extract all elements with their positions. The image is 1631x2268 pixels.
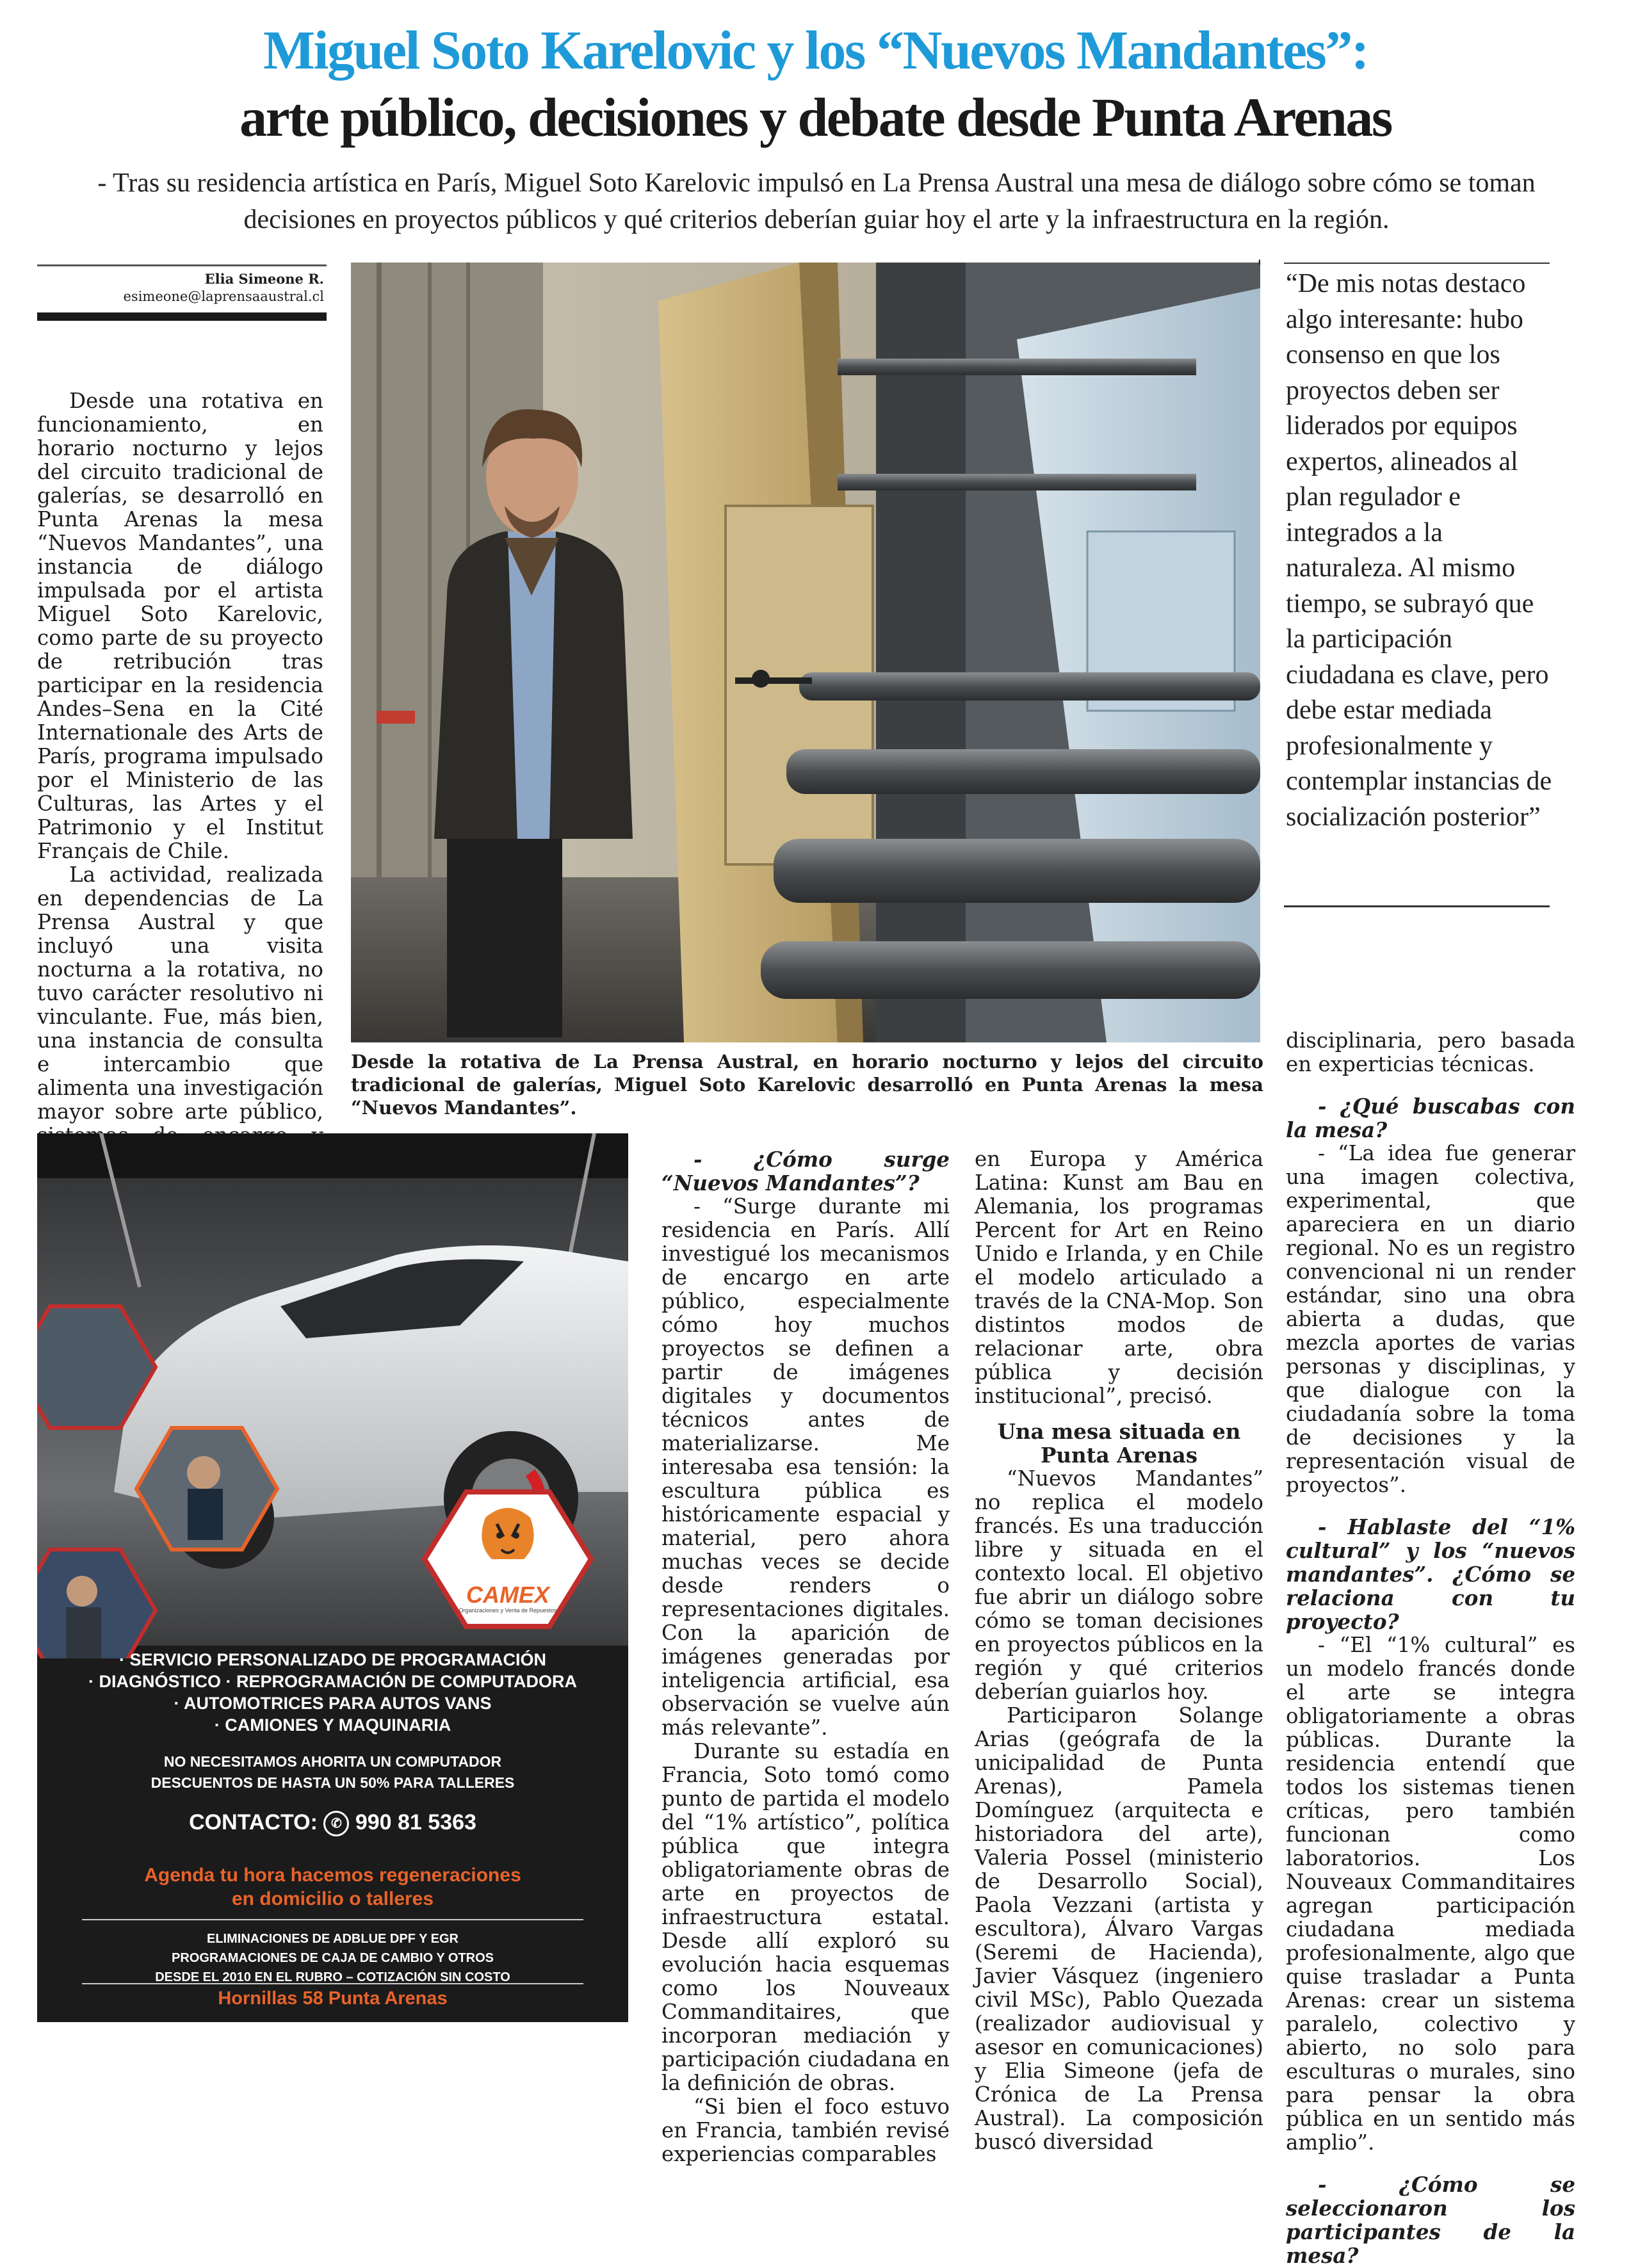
camex-advertisement[interactable] bbox=[37, 1133, 628, 2022]
byline-rule-top bbox=[37, 264, 327, 266]
ad-agenda-line: Agenda tu hora hacemos regeneraciones bbox=[144, 1865, 521, 1886]
pull-quote-rule-top bbox=[1284, 263, 1550, 264]
interview-question: - ¿Cómo surge “Nuevos Mandantes”? bbox=[661, 1147, 950, 1195]
ad-service-item: · AUTOMOTRICES PARA AUTOS VANS bbox=[174, 1694, 492, 1713]
pull-quote: “De mis notas destaco algo interesante: hubo consenso en que los proyectos deben ser liderados por equipos expertos, alineados al plan regulador e integrados a la naturaleza. Al mismo tiempo, se subrayó que la participación ciudadana es clave, pero debe estar mediada profesionalmente y contemplar instancias de socialización posterior” bbox=[1286, 269, 1552, 832]
ad-extra-services bbox=[37, 1929, 628, 1987]
interview-answer: - “Surge durante mi residencia en París. Allí investigué los mecanismos de encargo en arte público, especialmente cómo hoy muchos proyectos se definen a partir de imágenes digitales y documentos técnicos antes de materializarse. Me interesaba esa tensión: la escultura pública es históricamente espacial y material, pero ahora muchas veces se decide desde renders o representaciones digitales. Con la aparición de imágenes generadas por inteligencia artificial, esa observación se vuelve aún más relevante”. bbox=[661, 1194, 950, 1740]
phone-icon: ✆ bbox=[323, 1811, 349, 1836]
printing-press-photo bbox=[351, 263, 1260, 1042]
interview-answer: - “La idea fue generar una imagen colectiva, experimental, que apareciera en un diario regional. No es un registro convencional ni un render estándar, sino una obra abierta a dudas, que mezcla aportes de varias personas y disciplinas, y que dialogue con la ciudadanía sobre la toma de decisiones y la representación visual de proyectos”. bbox=[1286, 1141, 1575, 1497]
body-paragraph: disciplinaria, pero basada en experticias técnicas. bbox=[1286, 1028, 1575, 1076]
ad-services-list bbox=[37, 1649, 628, 1736]
ad-agenda-line: en domicilio o talleres bbox=[231, 1888, 434, 1909]
body-paragraph: “Si bien el foco estuvo en Francia, también revisé experiencias comparables bbox=[661, 2094, 950, 2166]
interview-question: - ¿Cómo se seleccionaron los participantes de la mesa? bbox=[1286, 2172, 1575, 2268]
pull-quote-rule-bottom bbox=[1284, 905, 1550, 907]
ad-service-item: · DIAGNÓSTICO · REPROGRAMACIÓN DE COMPUTADORA bbox=[88, 1672, 577, 1691]
photo-caption: Desde la rotativa de La Prensa Austral, en horario nocturno y lejos del circuito tradicional de galerías, Miguel Soto Karelovic desarrolló en Punta Arenas la mesa “Nuevos Mandantes”. bbox=[351, 1051, 1263, 1119]
interview-question: - Hablaste del “1% cultural” y los “nuevos mandantes”. ¿Cómo se relaciona con tu proyecto? bbox=[1286, 1514, 1575, 1634]
article-column-4 bbox=[1286, 1029, 1575, 2267]
article-column-3 bbox=[975, 1147, 1263, 2154]
ad-offer-line: NO NECESITAMOS AHORITA UN COMPUTADOR bbox=[163, 1753, 502, 1770]
interview-question: - ¿Qué buscabas con la mesa? bbox=[1286, 1094, 1575, 1142]
ad-service-item: · CAMIONES Y MAQUINARIA bbox=[214, 1715, 451, 1735]
lead-paragraph: - Tras su residencia artística en París, Miguel Soto Karelovic impulsó en La Prensa Austral una mesa de diálogo sobre cómo se toman decisiones en proyectos públicos y qué criterios deberían guiar hoy el arte y la infraestructura en la región. bbox=[97, 168, 1536, 234]
ad-extra-line: DESDE EL 2010 EN EL RUBRO – COTIZACIÓN SIN COSTO bbox=[155, 1970, 510, 1984]
byline-rule-bottom bbox=[37, 312, 327, 321]
body-paragraph: La actividad, realizada en dependencias de La Prensa Austral y que incluyó una visita nocturna a la rotativa, no tuvo carácter resolutivo ni vinculante. Fue, más bien, una instancia de consulta e intercambio que alimenta una investigación mayor sobre arte público, bbox=[37, 863, 323, 1124]
ad-contact[interactable] bbox=[37, 1810, 628, 1836]
body-paragraph: “Nuevos Mandantes” no replica el modelo francés. Es una traducción libre y situada en el contexto local. El objetivo fue abrir un diálogo sobre cómo se toman decisiones en proyectos públicos en la región y qué criterios deberían guiarlos hoy. bbox=[975, 1466, 1263, 1704]
ad-agenda bbox=[37, 1863, 628, 1911]
ad-service-item: · SERVICIO PERSONALIZADO DE PROGRAMACIÓN bbox=[118, 1650, 547, 1669]
ad-phone-number[interactable]: 990 81 5363 bbox=[355, 1810, 476, 1835]
ad-offer-line: DESCUENTOS DE HASTA UN 50% PARA TALLERES bbox=[150, 1774, 515, 1791]
body-paragraph: Participaron Solange Arias (geógrafa de la unicipalidad de Punta Arenas), Pamela Domínguez (arquitecta e historiadora del arte), Valeria Possel (ministerio de Desarrollo Social), Paola Vezzani (artista y escultora), Álvaro Vargas (Seremi de Hacienda), Javier Vásquez (ingeniero civil MSc), Pablo Quezada (realizador audiovisual y asesor en comunicaciones) y Elia Simeone (jefa de Crónica de La Prensa Austral). La composición buscó diversidad bbox=[975, 1703, 1263, 2154]
body-paragraph: Durante su estadía en Francia, Soto tomó como punto de partida el modelo del “1% artístico”, política pública que integra obligatoriamente obras de arte en proyectos de infraestructura estatal. Desde allí exploró su evolución hacia esquemas como los Nouveaux Commanditaires, que incorporan mediación y participación ciudadana en la definición de obras. bbox=[661, 1739, 950, 2095]
section-subhead: Una mesa situada en Punta Arenas bbox=[997, 1419, 1241, 1468]
headline-line-1: Miguel Soto Karelovic y los “Nuevos Mandantes”: bbox=[263, 19, 1368, 81]
article-photo bbox=[351, 263, 1260, 1042]
body-paragraph: Desde una rotativa en funcionamiento, en horario nocturno y lejos del circuito tradicional de galerías, se desarrolló en Punta Arenas la mesa “Nuevos Mandantes”, una instancia de diálogo impulsada por el artista Miguel Soto Karelovic, como parte de su proyecto de retribución tras participar en la residencia Andes–Sena en la Cité Internationale des Arts de París, programa impulsado por el Ministerio de las Culturas, las Artes y el Patrimonio y el Institut Français de Chile. bbox=[37, 389, 323, 863]
ad-extra-line: PROGRAMACIONES DE CAJA DE CAMBIO Y OTROS bbox=[171, 1951, 494, 1965]
byline-author: Elia Simeone R. bbox=[204, 271, 324, 287]
ad-extra-line: ELIMINACIONES DE ADBLUE DPF Y EGR bbox=[206, 1932, 458, 1946]
headline-line-2: arte público, decisiones y debate desde Punta Arenas bbox=[239, 86, 1392, 148]
ad-contact-label: CONTACTO: bbox=[189, 1810, 318, 1835]
tiger-logo-icon bbox=[482, 1508, 533, 1559]
quote-tick: ' bbox=[1257, 256, 1262, 277]
ad-address: Hornillas 58 Punta Arenas bbox=[218, 1988, 448, 2009]
byline-email[interactable]: esimeone@laprensaaustral.cl bbox=[123, 289, 324, 304]
article-column-1 bbox=[37, 389, 323, 1195]
article-column-2 bbox=[661, 1147, 950, 2166]
body-paragraph: en Europa y América Latina: Kunst am Bau en Alemania, los programas Percent for Art en Reino Unido e Irlanda, y en Chile el modelo articulado a través de la CNA-Mop. Son distintos modos de relacionar arte, obra pública y decisión institucional”, precisó. bbox=[975, 1147, 1263, 1408]
ad-brand-subtitle: Organizaciones y Venta de Repuestos bbox=[458, 1607, 557, 1614]
ad-brand: CAMEX bbox=[466, 1582, 549, 1608]
ad-offer bbox=[37, 1751, 628, 1794]
interview-answer: - “El “1% cultural” es un modelo francés donde el arte se integra obligatoriamente a obras públicas. Durante la residencia entendí que todos los sistemas tienen críticas, pero también funcionan como laboratorios. Los Nouveaux Commanditaires agregan participación ciudadana mediada profesionalmente, algo que quise trasladar a Punta Arenas: crear un sistema paralelo, colectivo y abierto, no solo para esculturas o murales, sino para pensar la obra pública en un sentido más amplio”. bbox=[1286, 1633, 1575, 2155]
